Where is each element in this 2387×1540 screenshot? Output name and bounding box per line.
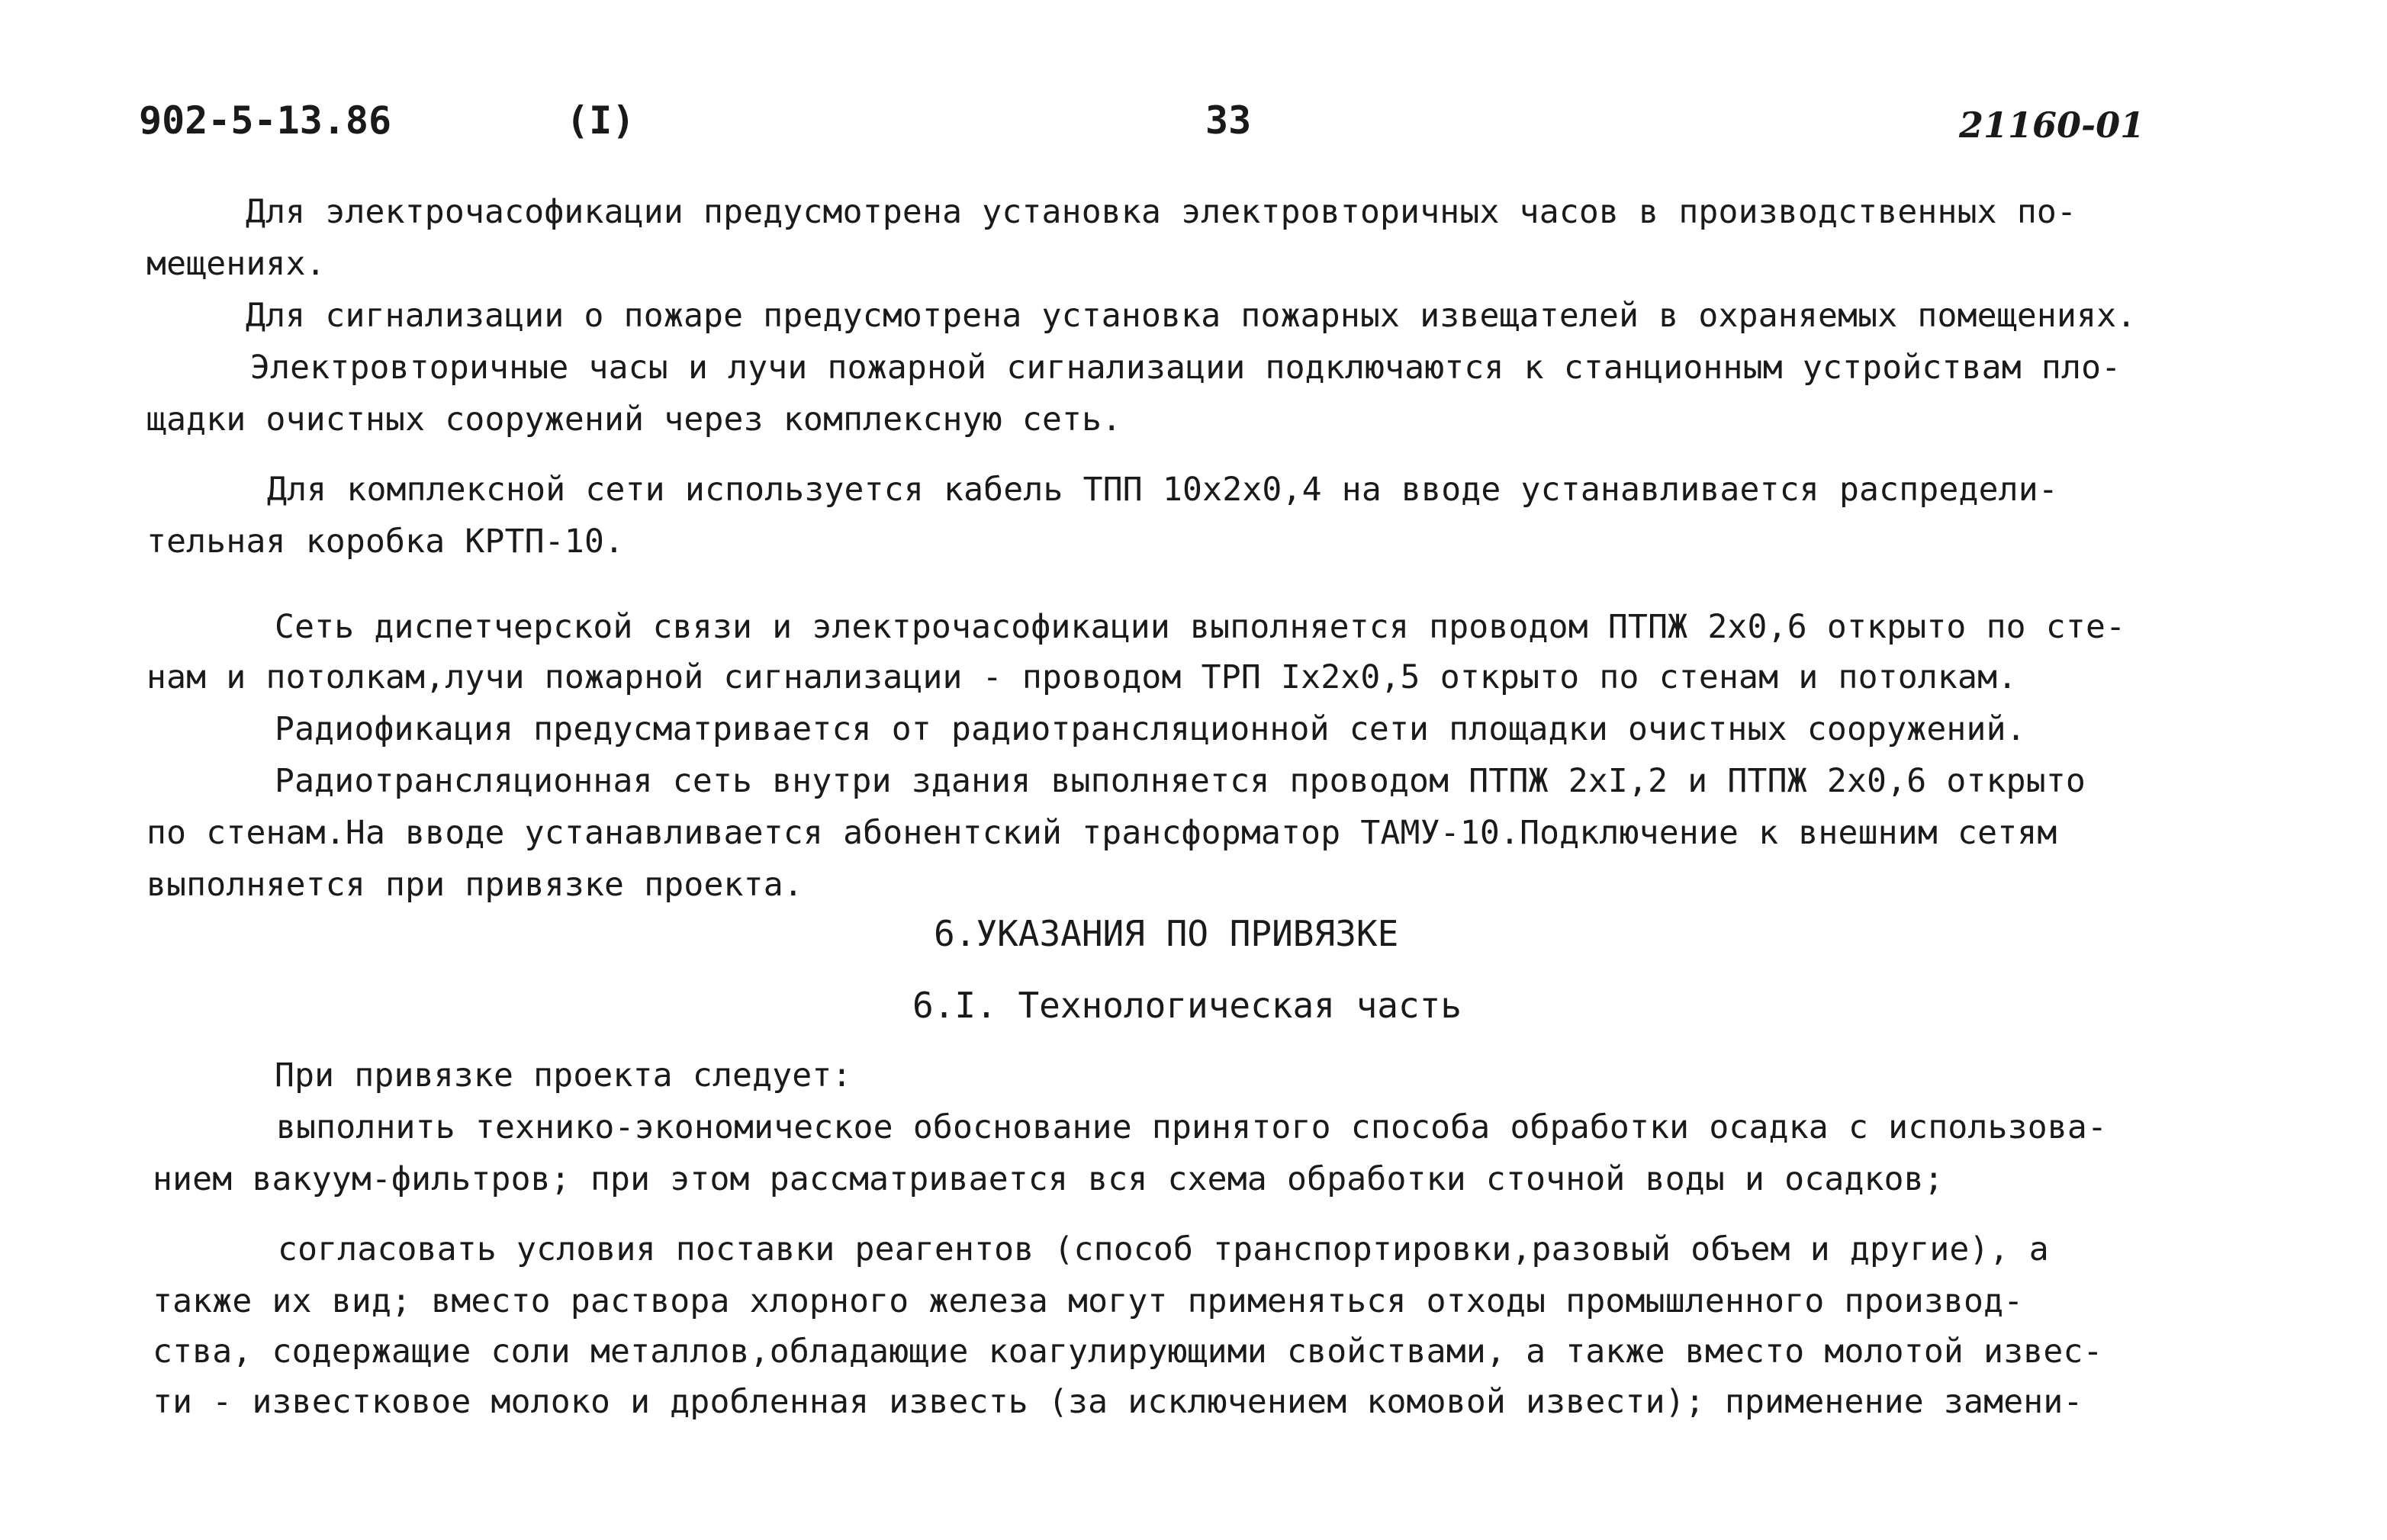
document-number: 902-5-13.86 [139,98,392,143]
instruction-line: ства, содержащие соли металлов,обладающие коагулирующими свойствами, а также вместо молотой извес- [153,1333,2103,1371]
body-line: Для сигнализации о пожаре предусмотрена установка пожарных извещателей в охраняемых помещениях. [246,297,2137,335]
body-line: выполняется при привязке проекта. [146,866,803,904]
section-title: 6.УКАЗАНИЯ ПО ПРИВЯЗКЕ [934,913,1399,954]
body-line: Сеть диспетчерской связи и электрочасофикации выполняется проводом ПТПЖ 2х0,6 открыто по сте- [275,608,2126,646]
instruction-line: ти - известковое молоко и дробленная известь (за исключением комовой извести); применение замени- [153,1383,2083,1421]
instruction-line: выполнить технико-экономическое обоснование принятого способа обработки осадка с использова- [276,1108,2108,1146]
body-line: щадки очистных сооружений через комплексную сеть. [146,400,1122,439]
body-line: Радиофикация предусматривается от радиотрансляционной сети площадки очистных сооружений. [275,710,2026,748]
body-line: мещениях. [146,245,326,283]
instruction-line: нием вакуум-фильтров; при этом рассматривается вся схема обработки сточной воды и осадков; [153,1160,1944,1198]
volume-number: (I) [566,98,635,143]
page-number: 33 [1205,98,1252,143]
section-subtitle: 6.I. Технологическая часть [912,985,1462,1026]
archive-code: 21160-01 [1959,104,2145,146]
body-line: Радиотрансляционная сеть внутри здания выполняется проводом ПТПЖ 2хI,2 и ПТПЖ 2х0,6 открыто [275,762,2086,800]
body-line: нам и потолкам,лучи пожарной сигнализации - проводом ТРП Iх2х0,5 открыто по стенам и потолкам. [146,658,2018,696]
body-line: Электровторичные часы и лучи пожарной сигнализации подключаются к станционным устройствам пло- [250,349,2122,387]
body-line: Для электрочасофикации предусмотрена установка электровторичных часов в производственных по- [246,193,2077,231]
instruction-line: согласовать условия поставки реагентов (способ транспортировки,разовый объем и другие), а [278,1230,2049,1268]
body-line: тельная коробка КРТП-10. [146,522,625,561]
body-line: Для комплексной сети используется кабель ТПП 10х2х0,4 на вводе устанавливается распредели- [267,471,2058,509]
body-line: по стенам.На вводе устанавливается абонентский трансформатор ТАМУ-10.Подключение к внешним сетям [146,814,2057,852]
instruction-line: При привязке проекта следует: [275,1056,852,1095]
instruction-line: также их вид; вместо раствора хлорного железа могут применяться отходы промышленного производ- [153,1282,2024,1320]
